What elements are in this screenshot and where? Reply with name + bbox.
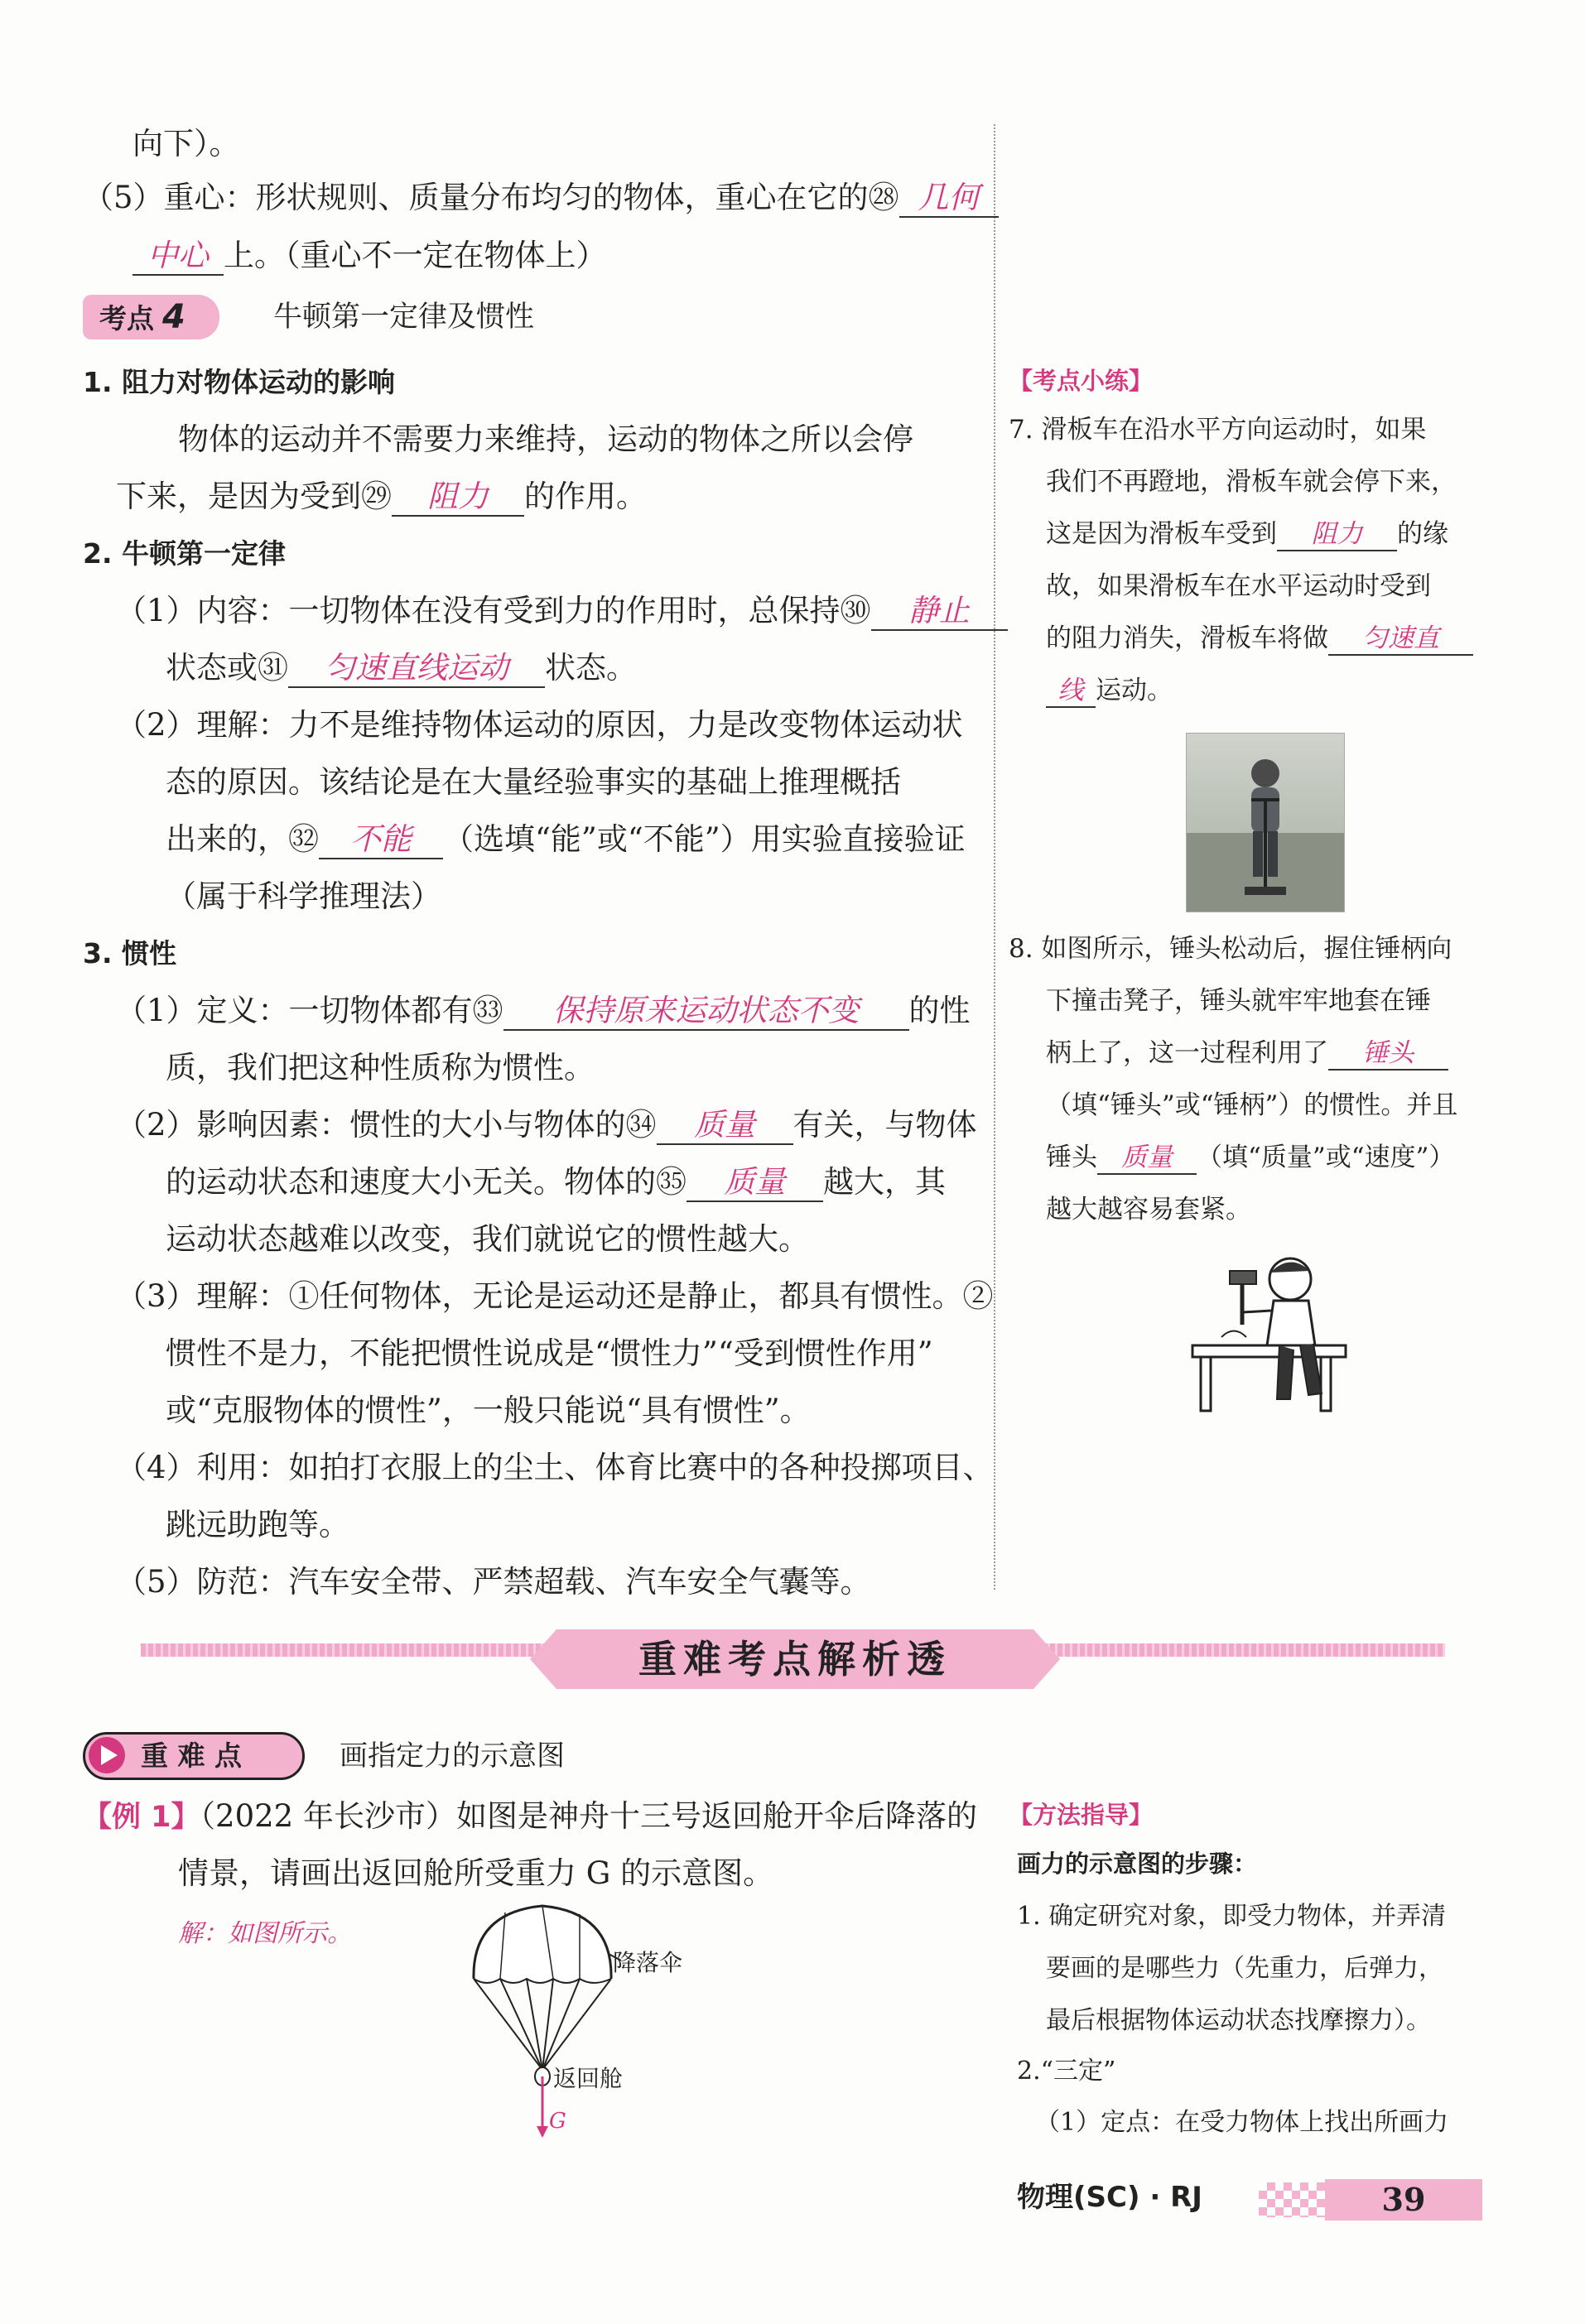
paragraph-line: （3）理解：①任何物体，无论是运动还是静止，都具有惯性。② (116, 1278, 994, 1314)
method-line: 1. 确定研究对象，即受力物体，并弄清 (1017, 1902, 1447, 1931)
answer-30: 静止 (871, 593, 1008, 631)
method-subtitle: 画力的示意图的步骤： (1017, 1850, 1258, 1878)
paragraph-line: 下来，是因为受到㉙ 阻力 的作用。 (116, 469, 647, 525)
page-number: 39 (1381, 2181, 1426, 2218)
section-badge-label: 考点 4 (99, 298, 185, 336)
label-g: G (549, 2109, 566, 2134)
paragraph-line: 或“克服物体的惯性”，一般只能说“具有惯性”。 (166, 1393, 811, 1428)
paragraph-line: （2）影响因素：惯性的大小与物体的㉞ 质量 有关，与物体 (116, 1097, 977, 1153)
gravity-center-line-2: 中心 上。（重心不一定在物体上） (132, 228, 607, 284)
q8-line: 柄上了，这一过程利用了 锤头 (1046, 1027, 1448, 1080)
paragraph-line: 的运动状态和速度大小无关。物体的㉟ 质量 越大，其 (166, 1154, 946, 1210)
subsection-title: 2. 牛顿第一定律 (83, 537, 286, 570)
q7-line: 故，如果滑板车在水平运动时受到 (1046, 571, 1431, 601)
q7-line: 我们不再蹬地，滑板车就会停下来， (1046, 467, 1457, 497)
method-line: 2.“三定” (1017, 2057, 1116, 2086)
label-capsule: 返回舱 (553, 2065, 624, 2092)
q8-answer-2: 质量 (1097, 1143, 1197, 1175)
answer-35: 质量 (687, 1164, 823, 1202)
answer-28-cont: 中心 (132, 238, 224, 276)
answer-31: 匀速直线运动 (288, 650, 545, 688)
example-line: 【例 1】（2022 年长沙市）如图是神舟十三号返回舱开伞后降落的 (83, 1798, 977, 1834)
paragraph-line: （2）理解：力不是维持物体运动的原因，力是改变物体运动状 (116, 707, 963, 743)
paragraph-line: 状态或㉛ 匀速直线运动 状态。 (166, 640, 637, 696)
text-line: 向下）。 (132, 126, 240, 161)
q8-line: 8. 如图所示，锤头松动后，握住锤柄向 (1009, 934, 1453, 964)
keypoint-badge-label: 重 难 点 (141, 1739, 242, 1772)
method-line: （1）定点：在受力物体上找出所画力 (1035, 2108, 1449, 2137)
subsection-title: 1. 阻力对物体运动的影响 (83, 366, 395, 398)
keypoint-title: 画指定力的示意图 (340, 1739, 565, 1773)
footer-subject: 物理(SC) · RJ (1017, 2181, 1202, 2214)
parachute-canopy (474, 1906, 611, 1979)
banner-title: 重难考点解析透 (638, 1637, 951, 1682)
subsection-title: 3. 惯性 (83, 937, 176, 970)
answer-29: 阻力 (392, 479, 524, 517)
label-parachute: 降落伞 (613, 1949, 683, 1976)
gravity-center-line: （5）重心：形状规则、质量分布均匀的物体，重心在它的㉘ 几何 (83, 170, 999, 226)
gravity-arrow-head (537, 2126, 548, 2138)
answer-28: 几何 (899, 180, 999, 218)
example-line: 情景，请画出返回舱所受重力 G 的示意图。 (178, 1855, 774, 1891)
q7-answer-2-cont: 线 (1046, 676, 1096, 708)
q8-answer-1: 锤头 (1328, 1038, 1448, 1071)
answer-32: 不能 (319, 821, 443, 859)
paragraph-line: 出来的，㉜ 不能 （选填“能”或“不能”）用实验直接验证 (166, 811, 966, 868)
q7-line: 的阻力消失，滑板车将做 匀速直 (1046, 613, 1473, 665)
q7-answer-1: 阻力 (1277, 519, 1397, 551)
paragraph-line: 物体的运动并不需要力来维持，运动的物体之所以会停 (178, 421, 913, 457)
q8-line: 下撞击凳子，锤头就牢牢地套在锤 (1046, 986, 1431, 1016)
practice-title: 【考点小练】 (1009, 367, 1154, 395)
q8-line: 锤头 质量 （填“质量”或“速度”） (1046, 1132, 1454, 1184)
parachute-diagram (464, 1896, 745, 2144)
paragraph-line: （属于科学推理法） (166, 878, 441, 914)
solution-text: 解：如图所示。 (178, 1919, 352, 1948)
footer-checker (1259, 2182, 1325, 2217)
q7-line: 线 运动。 (1046, 665, 1173, 717)
column-divider (994, 124, 995, 1590)
answer-33: 保持原来运动状态不变 (503, 993, 909, 1031)
paragraph-line: （5）防范：汽车安全带、严禁超载、汽车安全气囊等。 (116, 1564, 871, 1600)
paragraph-line: 质，我们把这种性质称为惯性。 (166, 1050, 595, 1085)
method-line: 最后根据物体运动状态找摩擦力）。 (1046, 2006, 1431, 2035)
section-title: 牛顿第一定律及惯性 (273, 301, 535, 334)
hammer-bench-illustration (1184, 1246, 1354, 1416)
method-title: 【方法指导】 (1009, 1801, 1154, 1829)
paragraph-line: （1）内容：一切物体在没有受到力的作用时，总保持㉚ 静止 (116, 583, 1008, 639)
play-icon (89, 1737, 125, 1773)
method-line: 要画的是哪些力（先重力，后弹力， (1046, 1954, 1443, 1983)
paragraph-line: 跳远助跑等。 (166, 1507, 349, 1542)
paragraph-line: 态的原因。该结论是在大量经验事实的基础上推理概括 (166, 764, 901, 800)
answer-34: 质量 (657, 1107, 793, 1145)
q7-answer-2: 匀速直 (1328, 623, 1473, 656)
q7-line: 这是因为滑板车受到 阻力 的缘 (1046, 508, 1448, 561)
q7-line: 7. 滑板车在沿水平方向运动时，如果 (1009, 415, 1427, 445)
paragraph-line: 惯性不是力，不能把惯性说成是“惯性力”“受到惯性作用” (166, 1335, 933, 1371)
scooter-photo (1186, 733, 1345, 912)
paragraph-line: （4）利用：如拍打衣服上的尘土、体育比赛中的各种投掷项目、 (116, 1450, 994, 1485)
q8-line: （填“锤头”或“锤柄”）的惯性。并且 (1046, 1090, 1458, 1120)
paragraph-line: （1）定义：一切物体都有㉝ 保持原来运动状态不变 的性 (116, 983, 971, 1039)
q8-line: 越大越容易套紧。 (1046, 1195, 1251, 1225)
paragraph-line: 运动状态越难以改变，我们就说它的惯性越大。 (166, 1221, 809, 1257)
example-label: 【例 1】 (83, 1801, 200, 1834)
